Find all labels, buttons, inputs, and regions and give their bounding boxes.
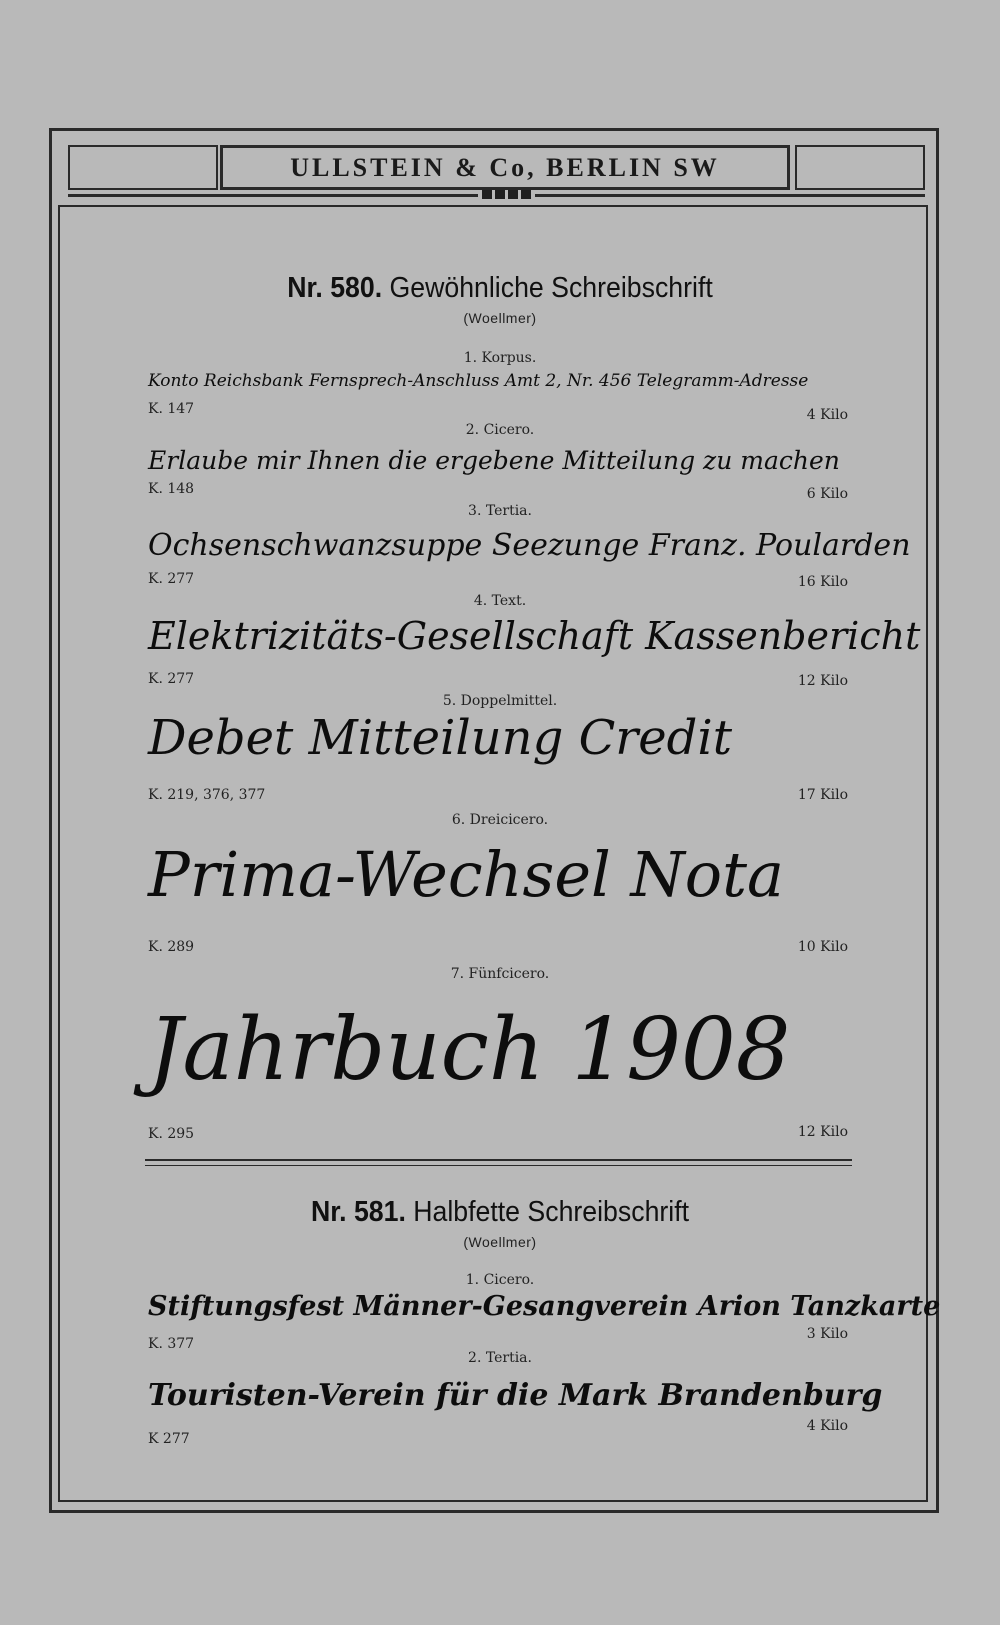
section-title [40, 1196, 960, 1229]
section-number: Nr. 581. [310, 1196, 406, 1228]
weight-label: 6 Kilo [806, 486, 848, 502]
header-ornament-left [68, 145, 218, 190]
header-ornament-squares [482, 190, 531, 199]
header-rule-left [68, 194, 478, 197]
size-label: 3. Tertia. [468, 503, 532, 519]
k-code: K. 289 [148, 939, 195, 955]
section-title [40, 272, 960, 305]
k-code: K. 277 [148, 571, 195, 587]
script-sample: Prima-Wechsel Nota [148, 838, 785, 911]
weight-label: 16 Kilo [797, 574, 848, 590]
header-box [220, 145, 790, 190]
header-title: ULLSTEIN & Co, BERLIN SW [290, 152, 720, 182]
script-sample: Touristen-Verein für die Mark Brandenburg [148, 1378, 883, 1413]
script-sample: Debet Mitteilung Credit [148, 710, 733, 766]
k-code: K. 377 [148, 1336, 195, 1352]
weight-label: 4 Kilo [806, 1418, 848, 1434]
script-sample: Jahrbuch 1908 [148, 1000, 791, 1100]
section-divider-thin [145, 1165, 852, 1166]
size-label: 6. Dreicicero. [451, 812, 549, 828]
section-designer: (Woellmer) [463, 310, 537, 326]
size-label: 2. Tertia. [468, 1350, 532, 1366]
k-code: K. 147 [148, 401, 195, 417]
weight-label: 17 Kilo [797, 787, 848, 803]
section-number: Nr. 580. [287, 272, 383, 304]
script-sample: Elektrizitäts-Gesellschaft Kassenbericht [148, 614, 921, 658]
script-sample: Ochsenschwanzsuppe Seezunge Franz. Poularden [148, 528, 911, 563]
size-label: 2. Cicero. [465, 422, 535, 438]
header-rule-right [535, 194, 925, 197]
section-name: Gewöhnliche Schreibschrift [389, 272, 713, 304]
script-sample: Stiftungsfest Männer-Gesangverein Arion Tanzkarte [148, 1291, 941, 1322]
k-code: K 277 [148, 1431, 190, 1447]
script-sample: Konto Reichsbank Fernsprech-Anschluss Amt 2, Nr. 456 Telegramm-Adresse [148, 371, 809, 391]
script-sample: Erlaube mir Ihnen die ergebene Mitteilung zu machen [148, 446, 840, 475]
weight-label: 10 Kilo [797, 939, 848, 955]
weight-label: 12 Kilo [797, 1124, 848, 1140]
size-label: 7. Fünfcicero. [450, 966, 550, 982]
section-designer: (Woellmer) [463, 1234, 537, 1250]
weight-label: 3 Kilo [806, 1326, 848, 1342]
size-label: 1. Cicero. [465, 1272, 535, 1288]
size-label: 1. Korpus. [463, 350, 537, 366]
weight-label: 12 Kilo [797, 673, 848, 689]
weight-label: 4 Kilo [806, 407, 848, 423]
k-code: K. 295 [148, 1126, 195, 1142]
k-code: K. 277 [148, 671, 195, 687]
section-divider [145, 1159, 852, 1161]
size-label: 5. Doppelmittel. [442, 693, 558, 709]
section-name: Halbfette Schreibschrift [413, 1196, 690, 1228]
k-code: K. 219, 376, 377 [148, 787, 266, 803]
k-code: K. 148 [148, 481, 195, 497]
size-label: 4. Text. [473, 593, 527, 609]
header-ornament-right [795, 145, 925, 190]
